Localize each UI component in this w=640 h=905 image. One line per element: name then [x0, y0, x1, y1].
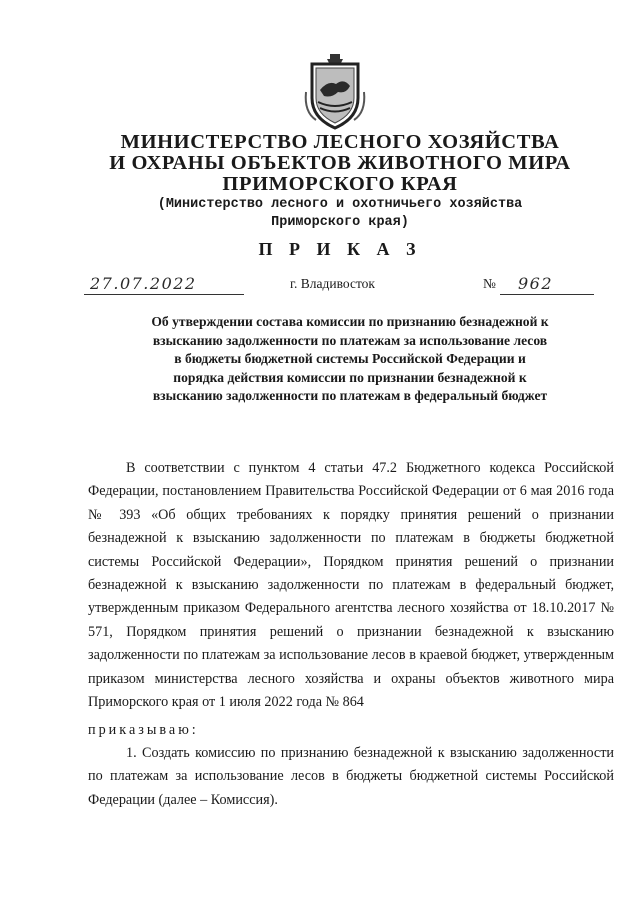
ministry-name-line-3: ПРИМОРСКОГО КРАЯ: [222, 173, 458, 195]
order-word: приказываю:: [88, 722, 199, 738]
ministry-name-line-1: МИНИСТЕРСТВО ЛЕСНОГО ХОЗЯЙСТВА: [120, 131, 560, 153]
number-sign: №: [483, 276, 496, 291]
order-city: г. Владивосток: [290, 276, 375, 291]
number-underline: [500, 294, 594, 295]
document-type-title: П Р И К А З: [258, 239, 422, 259]
ministry-name-line-2: И ОХРАНЫ ОБЪЕКТОВ ЖИВОТНОГО МИРА: [109, 152, 571, 174]
coat-of-arms-icon: [302, 52, 368, 132]
ministry-short-name-line-2: Приморского края): [271, 215, 409, 230]
ministry-short-name-line-1: (Министерство лесного и охотничьего хозяйства: [157, 197, 523, 212]
order-meta-row: [0, 274, 640, 296]
order-number: 962: [518, 274, 554, 293]
order-item-1: 1. Создать комиссию по признанию безнадежной к взысканию задолженности по платежам за использование лесов в бюджеты бюджетной системы Российской Федерации (далее – Комиссия).: [88, 745, 614, 808]
order-date: 27.07.2022: [90, 274, 197, 293]
date-underline: [84, 294, 244, 295]
preamble-paragraph: В соответствии с пунктом 4 статьи 47.2 Бюджетного кодекса Российской Федерации, постановлением Правительства Российской Федерации от 6 мая 2016 года № 393 «Об общих требованиях к порядку принятия решений о признании безнадежной к взысканию задолженности по платежам в бюджеты бюджетной системы Российской Федерации», Порядком принятия решений о признании безнадежной к взысканию задолженности по платежам в федеральный бюджет, утвержденным приказом Федерального агентства лесного хозяйства от 18.10.2017 № 571, Порядком принятия решений о признании безнадежной к взысканию задолженности по платежам за использование лесов в краевой бюджет, утвержденным приказом министерства лесного хозяйства и охраны объектов животного мира Приморского края от 1 июля 2022 года № 864: [88, 460, 614, 711]
order-subject: Об утверждении состава комиссии по признанию безнадежной к взысканию задолженности по платежам за использование лесов в бюджеты бюджетной системы Российской Федерации и порядка действия комиссии по признании безнадежной к взысканию задолженности по платежам в федеральный бюджет: [151, 314, 549, 403]
